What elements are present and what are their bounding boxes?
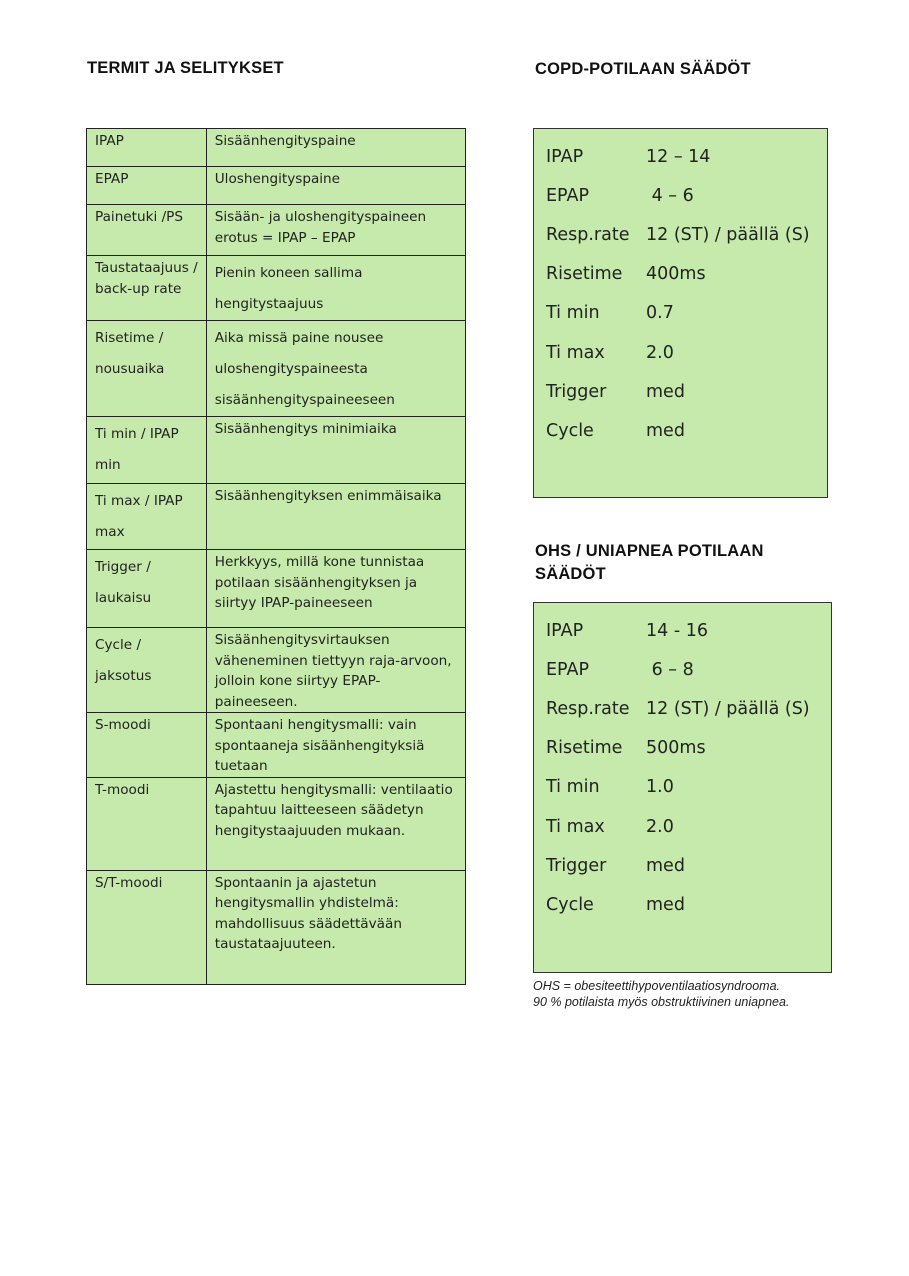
term-cell: Trigger / laukaisu	[87, 550, 207, 628]
footnote-line: 90 % potilaista myös obstruktiivinen uniapnea.	[533, 995, 790, 1009]
table-row	[87, 417, 466, 484]
term-cell: Painetuki /PS	[87, 205, 207, 256]
setting-label: IPAP	[546, 146, 584, 167]
setting-value: med	[646, 381, 685, 402]
setting-label: EPAP	[546, 185, 590, 206]
explanation-cell: Pienin koneen sallima hengitystaajuus	[206, 256, 465, 321]
setting-label: Risetime	[546, 264, 623, 285]
setting-label: Resp.rate	[546, 698, 630, 719]
setting-row	[534, 689, 831, 728]
setting-row	[534, 846, 831, 885]
setting-value: 6 – 8	[646, 659, 694, 680]
copd-heading: COPD-POTILAAN SÄÄDÖT	[535, 60, 751, 78]
table-row	[87, 713, 466, 778]
table-row	[87, 256, 466, 321]
explanation-cell: Uloshengityspaine	[206, 167, 465, 205]
explanation-cell: Sisään- ja uloshengityspaineen erotus = IPAP – EPAP	[206, 205, 465, 256]
setting-value: 4 – 6	[646, 185, 694, 206]
setting-value: med	[646, 894, 685, 915]
setting-value: 12 – 14	[646, 146, 711, 167]
term-cell: S-moodi	[87, 713, 207, 778]
setting-row	[534, 729, 831, 768]
setting-label: Ti min	[546, 303, 600, 324]
terms-table	[86, 128, 466, 985]
table-row	[87, 205, 466, 256]
setting-value: 12 (ST) / päällä (S)	[646, 698, 810, 719]
setting-value: 1.0	[646, 777, 674, 798]
setting-row	[534, 611, 831, 650]
term-cell: IPAP	[87, 129, 207, 167]
explanation-cell: Sisäänhengityksen enimmäisaika	[206, 484, 465, 550]
explanation-cell: Sisäänhengitysvirtauksen väheneminen tiettyyn raja-arvoon, jolloin kone siirtyy EPAP-paineeseen.	[206, 628, 465, 713]
table-row	[87, 550, 466, 628]
table-row	[87, 628, 466, 713]
setting-row	[534, 215, 827, 254]
table-row	[87, 129, 466, 167]
explanation-cell: Spontaanin ja ajastetun hengitysmallin yhdistelmä: mahdollisuus säädettävään taustataajuuteen.	[206, 870, 465, 984]
setting-value: 400ms	[646, 264, 706, 285]
explanation-cell: Sisäänhengityspaine	[206, 129, 465, 167]
term-cell: S/T-moodi	[87, 870, 207, 984]
term-cell: Taustataajuus / back-up rate	[87, 256, 207, 321]
table-row	[87, 167, 466, 205]
setting-value: 2.0	[646, 342, 674, 363]
term-cell: T-moodi	[87, 777, 207, 870]
setting-label: Cycle	[546, 894, 594, 915]
setting-label: EPAP	[546, 659, 590, 680]
setting-label: Resp.rate	[546, 224, 630, 245]
explanation-cell: Sisäänhengitys minimiaika	[206, 417, 465, 484]
setting-value: med	[646, 420, 685, 441]
table-row	[87, 777, 466, 870]
setting-row	[534, 294, 827, 333]
explanation-cell: Aika missä paine nousee uloshengityspaineesta sisäänhengityspaineeseen	[206, 321, 465, 417]
setting-label: Trigger	[546, 855, 607, 876]
term-cell: Ti max / IPAP max	[87, 484, 207, 550]
footnote-line: OHS = obesiteettihypoventilaatiosyndrooma.	[533, 979, 781, 993]
explanation-cell: Ajastettu hengitysmalli: ventilaatio tapahtuu laitteeseen säädetyn hengitystaajuuden mukaan.	[206, 777, 465, 870]
table-row	[87, 870, 466, 984]
setting-label: IPAP	[546, 620, 584, 641]
ohs-heading: OHS / UNIAPNEA POTILAAN SÄÄDÖT	[535, 542, 764, 583]
setting-label: Ti max	[546, 816, 605, 837]
setting-value: 500ms	[646, 738, 706, 759]
table-row	[87, 321, 466, 417]
setting-label: Risetime	[546, 738, 623, 759]
setting-row	[534, 333, 827, 372]
setting-row	[534, 137, 827, 176]
terms-heading: TERMIT JA SELITYKSET	[87, 59, 284, 77]
ohs-settings-box	[533, 602, 832, 973]
setting-row	[534, 411, 827, 450]
term-cell: Ti min / IPAP min	[87, 417, 207, 484]
setting-label: Ti min	[546, 777, 600, 798]
explanation-cell: Herkkyys, millä kone tunnistaa potilaan sisäänhengityksen ja siirtyy IPAP-paineeseen	[206, 550, 465, 628]
setting-row	[534, 807, 831, 846]
setting-value: 12 (ST) / päällä (S)	[646, 224, 810, 245]
setting-value: 2.0	[646, 816, 674, 837]
setting-row	[534, 176, 827, 215]
table-row	[87, 484, 466, 550]
setting-row	[534, 768, 831, 807]
setting-row	[534, 885, 831, 924]
term-cell: Cycle / jaksotus	[87, 628, 207, 713]
setting-label: Ti max	[546, 342, 605, 363]
setting-label: Cycle	[546, 420, 594, 441]
term-cell: Risetime / nousuaika	[87, 321, 207, 417]
setting-value: 14 - 16	[646, 620, 708, 641]
ohs-footnote	[533, 978, 873, 1010]
setting-value: 0.7	[646, 303, 674, 324]
setting-label: Trigger	[546, 381, 607, 402]
term-cell: EPAP	[87, 167, 207, 205]
setting-row	[534, 255, 827, 294]
explanation-cell: Spontaani hengitysmalli: vain spontaaneja sisäänhengityksiä tuetaan	[206, 713, 465, 778]
setting-row	[534, 650, 831, 689]
setting-value: med	[646, 855, 685, 876]
setting-row	[534, 372, 827, 411]
copd-settings-box	[533, 128, 828, 498]
